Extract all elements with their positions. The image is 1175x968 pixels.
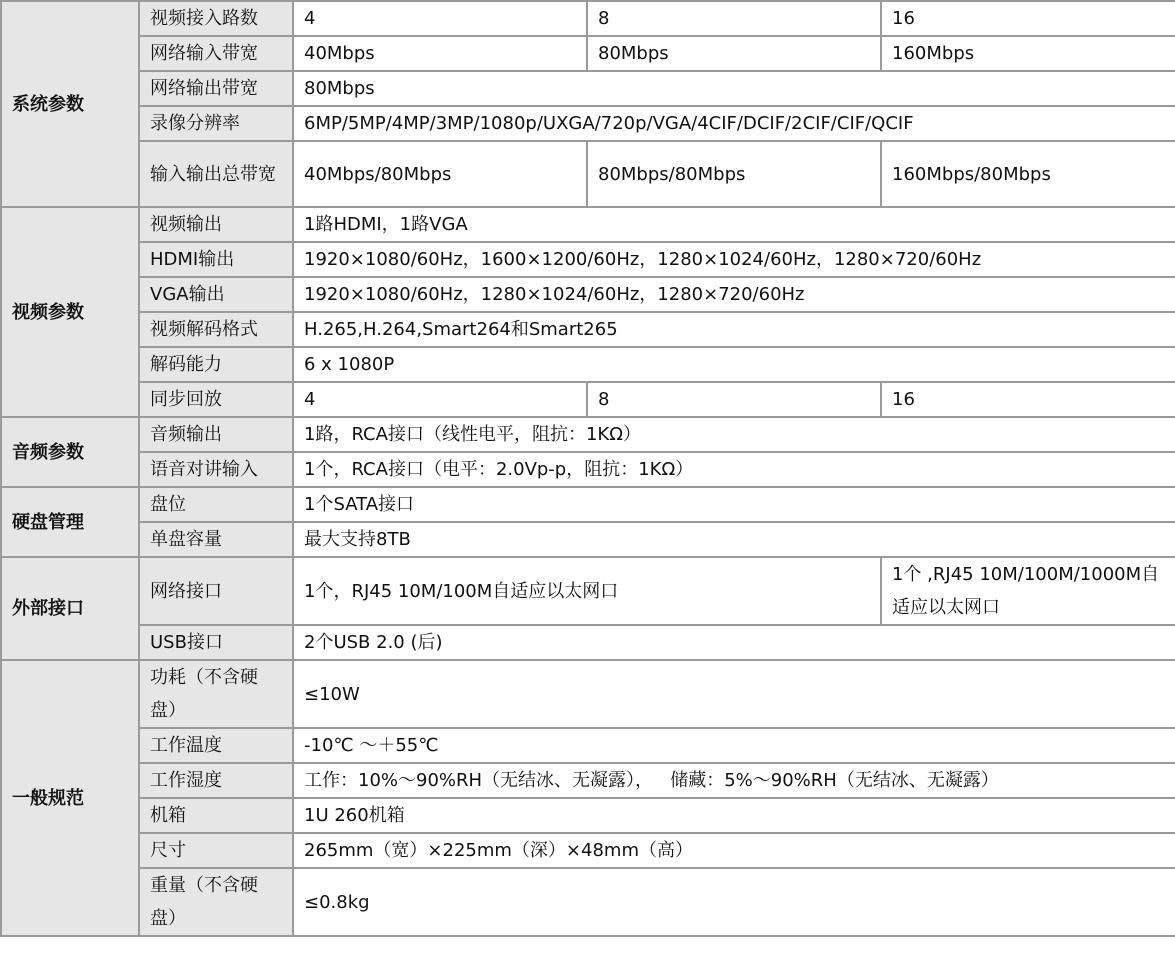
value-sync-play-1: 4 bbox=[293, 382, 587, 417]
value-decode-cap: 6 x 1080P bbox=[293, 347, 1175, 382]
value-humidity: 工作：10%～90%RH（无结冰、无凝露）， 储藏：5%～90%RH（无结冰、无凝露） bbox=[293, 763, 1175, 798]
value-decode-fmt: H.265,H.264,Smart264和Smart265 bbox=[293, 312, 1175, 347]
value-net-out-bw: 80Mbps bbox=[293, 71, 1175, 106]
label-total-bw: 输入输出总带宽 bbox=[139, 141, 293, 207]
value-video-out: 1路HDMI，1路VGA bbox=[293, 207, 1175, 242]
row-net-out-bw bbox=[1, 71, 1175, 106]
row-talk-in bbox=[1, 452, 1175, 487]
value-total-bw-3: 160Mbps/80Mbps bbox=[881, 141, 1175, 207]
label-size: 尺寸 bbox=[139, 833, 293, 868]
label-sync-play: 同步回放 bbox=[139, 382, 293, 417]
value-temp: -10℃ ～＋55℃ bbox=[293, 728, 1175, 763]
row-usb bbox=[1, 625, 1175, 660]
row-temp bbox=[1, 728, 1175, 763]
section-audio-title: 音频参数 bbox=[1, 417, 139, 487]
value-sync-play-2: 8 bbox=[587, 382, 881, 417]
value-power: ≤10W bbox=[293, 660, 1175, 728]
label-net-in-bw: 网络输入带宽 bbox=[139, 36, 293, 71]
row-total-bw bbox=[1, 141, 1175, 207]
row-net-port bbox=[1, 557, 1175, 625]
label-usb: USB接口 bbox=[139, 625, 293, 660]
value-net-port-b: 1个 ,RJ45 10M/100M/1000M自适应以太网口 bbox=[881, 557, 1175, 625]
row-capacity bbox=[1, 522, 1175, 557]
value-total-bw-1: 40Mbps/80Mbps bbox=[293, 141, 587, 207]
row-weight bbox=[1, 868, 1175, 936]
value-net-port-a: 1个，RJ45 10M/100M自适应以太网口 bbox=[293, 557, 881, 625]
section-disk-title: 硬盘管理 bbox=[1, 487, 139, 557]
row-humidity bbox=[1, 763, 1175, 798]
label-weight: 重量（不含硬盘） bbox=[139, 868, 293, 936]
section-video-title: 视频参数 bbox=[1, 207, 139, 417]
label-hdmi-out: HDMI输出 bbox=[139, 242, 293, 277]
row-video-channels bbox=[1, 1, 1175, 36]
value-net-in-bw-1: 40Mbps bbox=[293, 36, 587, 71]
value-video-channels-2: 8 bbox=[587, 1, 881, 36]
value-net-in-bw-3: 160Mbps bbox=[881, 36, 1175, 71]
row-rec-res bbox=[1, 106, 1175, 141]
section-general-title: 一般规范 bbox=[1, 660, 139, 936]
row-sync-play bbox=[1, 382, 1175, 417]
value-audio-out: 1路，RCA接口（线性电平，阻抗：1KΩ） bbox=[293, 417, 1175, 452]
value-total-bw-2: 80Mbps/80Mbps bbox=[587, 141, 881, 207]
value-weight: ≤0.8kg bbox=[293, 868, 1175, 936]
value-vga-out: 1920×1080/60Hz，1280×1024/60Hz，1280×720/60Hz bbox=[293, 277, 1175, 312]
section-ports-title: 外部接口 bbox=[1, 557, 139, 660]
label-capacity: 单盘容量 bbox=[139, 522, 293, 557]
label-net-out-bw: 网络输出带宽 bbox=[139, 71, 293, 106]
value-talk-in: 1个，RCA接口（电平：2.0Vp-p，阻抗：1KΩ） bbox=[293, 452, 1175, 487]
label-temp: 工作温度 bbox=[139, 728, 293, 763]
label-video-channels: 视频接入路数 bbox=[139, 1, 293, 36]
label-bays: 盘位 bbox=[139, 487, 293, 522]
value-sync-play-3: 16 bbox=[881, 382, 1175, 417]
row-size bbox=[1, 833, 1175, 868]
row-decode-cap bbox=[1, 347, 1175, 382]
value-usb: 2个USB 2.0 (后) bbox=[293, 625, 1175, 660]
row-vga-out bbox=[1, 277, 1175, 312]
label-video-out: 视频输出 bbox=[139, 207, 293, 242]
row-net-in-bw bbox=[1, 36, 1175, 71]
row-audio-out bbox=[1, 417, 1175, 452]
value-net-in-bw-2: 80Mbps bbox=[587, 36, 881, 71]
label-rec-res: 录像分辨率 bbox=[139, 106, 293, 141]
value-bays: 1个SATA接口 bbox=[293, 487, 1175, 522]
value-size: 265mm（宽）×225mm（深）×48mm（高） bbox=[293, 833, 1175, 868]
label-talk-in: 语音对讲输入 bbox=[139, 452, 293, 487]
value-capacity: 最大支持8TB bbox=[293, 522, 1175, 557]
row-hdmi-out bbox=[1, 242, 1175, 277]
row-video-out bbox=[1, 207, 1175, 242]
value-chassis: 1U 260机箱 bbox=[293, 798, 1175, 833]
label-chassis: 机箱 bbox=[139, 798, 293, 833]
label-decode-cap: 解码能力 bbox=[139, 347, 293, 382]
label-humidity: 工作湿度 bbox=[139, 763, 293, 798]
label-net-port: 网络接口 bbox=[139, 557, 293, 625]
label-decode-fmt: 视频解码格式 bbox=[139, 312, 293, 347]
row-chassis bbox=[1, 798, 1175, 833]
value-video-channels-1: 4 bbox=[293, 1, 587, 36]
row-decode-fmt bbox=[1, 312, 1175, 347]
section-system-title: 系统参数 bbox=[1, 1, 139, 207]
row-bays bbox=[1, 487, 1175, 522]
value-rec-res: 6MP/5MP/4MP/3MP/1080p/UXGA/720p/VGA/4CIF/DCIF/2CIF/CIF/QCIF bbox=[293, 106, 1175, 141]
value-video-channels-3: 16 bbox=[881, 1, 1175, 36]
value-hdmi-out: 1920×1080/60Hz，1600×1200/60Hz，1280×1024/60Hz，1280×720/60Hz bbox=[293, 242, 1175, 277]
label-vga-out: VGA输出 bbox=[139, 277, 293, 312]
label-power: 功耗（不含硬盘） bbox=[139, 660, 293, 728]
label-audio-out: 音频输出 bbox=[139, 417, 293, 452]
row-power bbox=[1, 660, 1175, 728]
